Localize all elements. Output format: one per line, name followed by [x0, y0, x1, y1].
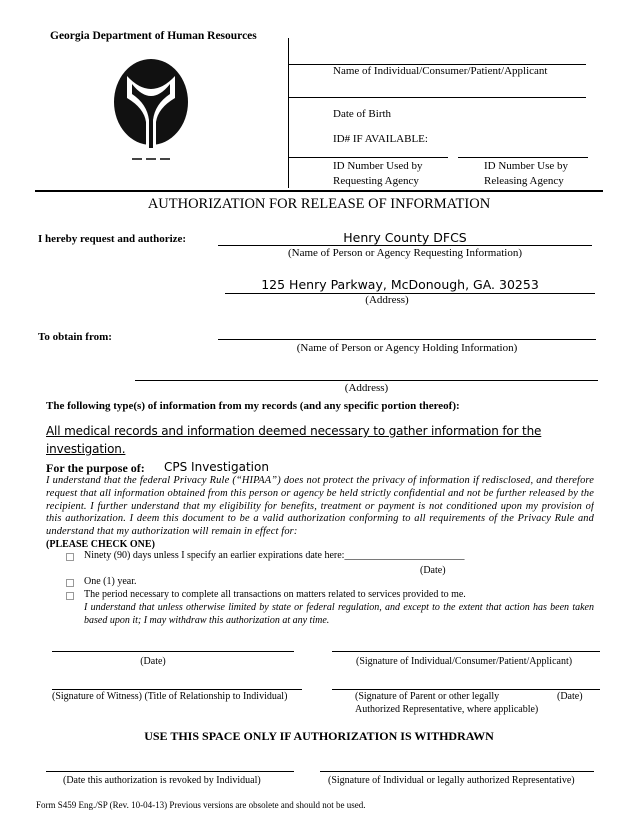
agency-name: Georgia Department of Human Resources	[50, 30, 257, 42]
purpose-value[interactable]: CPS Investigation	[164, 460, 269, 474]
dob-label: Date of Birth	[333, 108, 392, 120]
id-requesting-label-2: Requesting Agency	[333, 175, 419, 187]
parent-signature-line[interactable]	[332, 689, 600, 690]
hipaa-paragraph: I understand that the federal Privacy Rule (“HIPAA”) does not protect the privacy of information if redisclosed, and therefore request that all information obtained from this person or agency be held strictly confidential and not be further released by the recipient. I further understand that my eligibility for benefits, treatment or payment is not conditioned upon my provision of this authorization. I deem this document to be a valid authorization conforming to all requirements of the Privacy Rule and understand that my authorization will remain in effect for:	[46, 475, 594, 538]
ninety-days-checkbox[interactable]	[66, 553, 74, 561]
id-label: ID# IF AVAILABLE:	[333, 133, 428, 145]
parent-signature-caption-1: (Signature of Parent or other legally	[355, 691, 500, 702]
parent-signature-caption-2: Authorized Representative, where applicable)	[355, 704, 539, 715]
withdrawn-title: USE THIS SPACE ONLY IF AUTHORIZATION IS WITHDRAWN	[144, 729, 494, 743]
revoked-date-line[interactable]	[46, 771, 294, 772]
ninety-days-label: Ninety (90) days unless I specify an earlier expirations date here:________________________	[84, 550, 465, 561]
witness-signature-caption: (Signature of Witness) (Title of Relationship to Individual)	[52, 691, 288, 702]
form-footer: Form S459 Eng./SP (Rev. 10-04-13) Previous versions are obsolete and should not be used.	[36, 800, 366, 810]
header-divider	[288, 38, 289, 188]
revoked-signature-caption: (Signature of Individual or legally authorized Representative)	[328, 775, 575, 786]
agency-logo-icon	[112, 58, 190, 166]
obtain-label: To obtain from:	[38, 331, 112, 343]
id-releasing-line	[458, 157, 588, 158]
form-title: AUTHORIZATION FOR RELEASE OF INFORMATION	[147, 196, 491, 212]
parent-date-caption: (Date)	[557, 691, 583, 702]
request-label: I hereby request and authorize:	[38, 233, 187, 245]
requesting-agency-caption: (Name of Person or Agency Requesting Information)	[288, 247, 522, 259]
period-label: The period necessary to complete all transactions on matters related to services provided to me.	[84, 589, 466, 600]
witness-signature-line[interactable]	[52, 689, 302, 690]
one-year-checkbox[interactable]	[66, 579, 74, 587]
holding-agency-line[interactable]	[218, 339, 596, 340]
requesting-address-field[interactable]: 125 Henry Parkway, McDonough, GA. 30253	[261, 277, 539, 292]
name-label: Name of Individual/Consumer/Patient/Applicant	[333, 65, 548, 77]
requesting-address-caption: (Address)	[365, 294, 409, 306]
info-types-label: The following type(s) of information from my records (and any specific portion thereof):	[46, 400, 460, 412]
holding-address-caption: (Address)	[344, 382, 389, 394]
date-caption: (Date)	[140, 656, 166, 667]
revoked-date-caption: (Date this authorization is revoked by Individual)	[63, 775, 261, 786]
check-one-label: (PLEASE CHECK ONE)	[46, 539, 155, 550]
individual-signature-line[interactable]	[332, 651, 600, 652]
period-note: I understand that unless otherwise limited by state or federal regulation, and except to the extent that action has been taken based upon it; I may withdraw this authorization at any time.	[84, 602, 594, 626]
ninety-days-date-caption: (Date)	[420, 565, 446, 576]
id-releasing-label-2: Releasing Agency	[484, 175, 564, 187]
info-types-value-line-2[interactable]: investigation.	[46, 442, 126, 456]
requesting-agency-field[interactable]: Henry County DFCS	[343, 230, 467, 245]
dob-line	[288, 97, 586, 98]
holding-agency-caption: (Name of Person or Agency Holding Information)	[296, 342, 518, 354]
id-requesting-line	[288, 157, 448, 158]
period-checkbox[interactable]	[66, 592, 74, 600]
holding-address-line[interactable]	[135, 380, 598, 381]
date-line[interactable]	[52, 651, 294, 652]
id-releasing-label-1: ID Number Use by	[484, 160, 569, 172]
info-types-value-line-1[interactable]: All medical records and information deemed necessary to gather information for the	[46, 424, 542, 438]
header-rule	[35, 190, 603, 192]
individual-signature-caption: (Signature of Individual/Consumer/Patient/Applicant)	[356, 656, 573, 667]
id-requesting-label-1: ID Number Used by	[333, 160, 423, 172]
revoked-signature-line[interactable]	[320, 771, 594, 772]
one-year-label: One (1) year.	[84, 576, 137, 587]
requesting-agency-line	[218, 245, 592, 246]
purpose-label: For the purpose of:	[46, 461, 145, 475]
